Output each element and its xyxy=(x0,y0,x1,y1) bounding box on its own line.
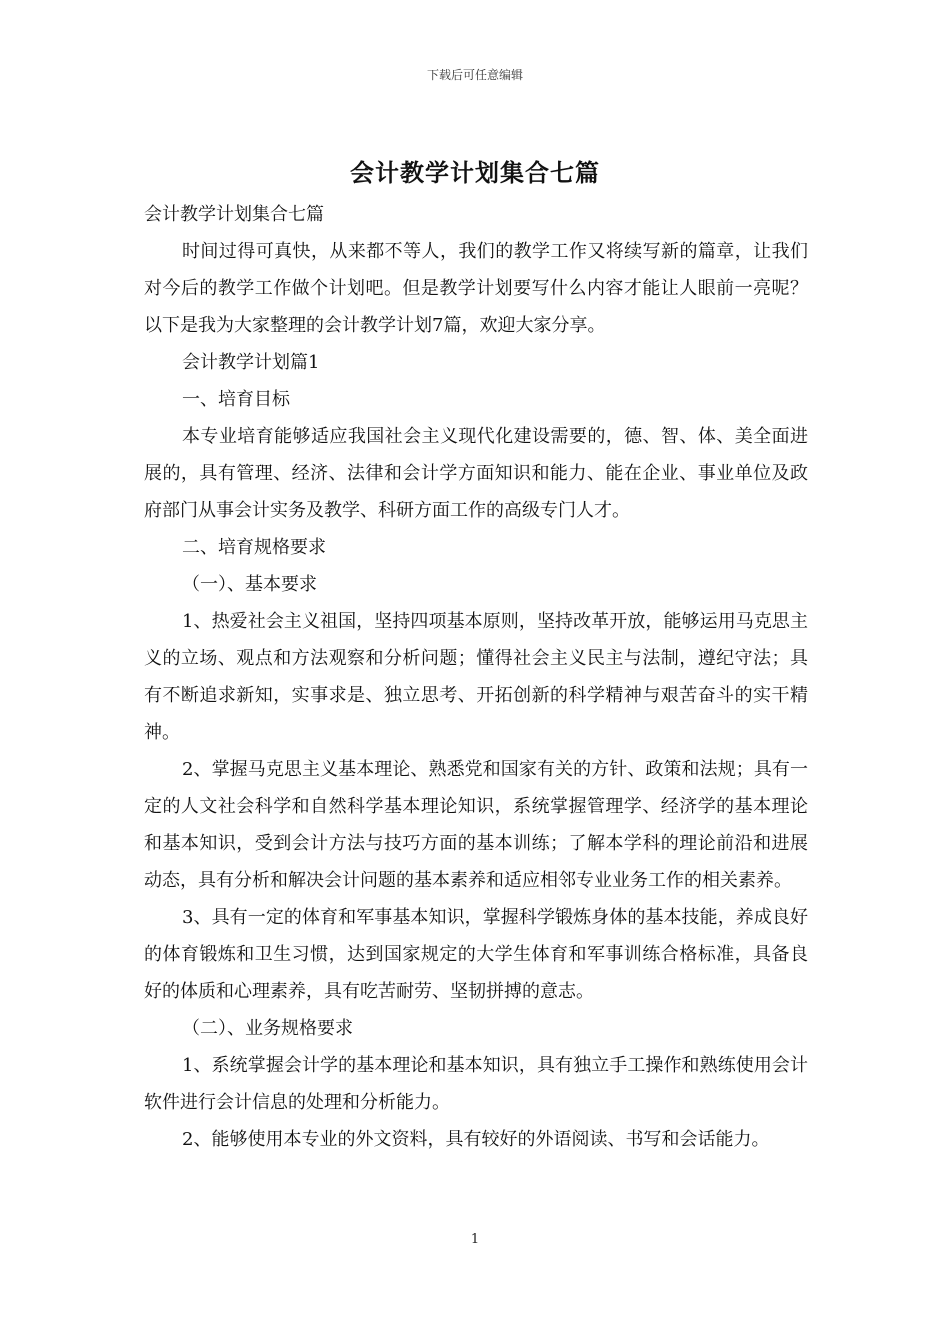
paragraph-subtitle: 会计教学计划集合七篇 xyxy=(144,204,324,225)
document-body xyxy=(144,196,808,1158)
paragraph-heading-requirements: 二、培育规格要求 xyxy=(182,537,326,558)
header-note: 下载后可任意编辑 xyxy=(426,68,523,82)
paragraph-heading-basic: （一）、基本要求 xyxy=(182,574,317,595)
document-title: 会计教学计划集合七篇 xyxy=(350,158,600,187)
paragraph-intro: 时间过得可真快，从来都不等人，我们的教学工作又将续写新的篇章，让我们对今后的教学工作做个计划吧。但是教学计划要写什么内容才能让人眼前一亮呢？以下是我为大家整理的会计教学计划7篇，欢迎大家分享。 xyxy=(144,241,808,336)
paragraph-business-1: 1、系统掌握会计学的基本理论和基本知识，具有独立手工操作和熟练使用会计软件进行会计信息的处理和分析能力。 xyxy=(144,1055,808,1113)
paragraph-section-heading: 会计教学计划篇1 xyxy=(182,352,320,373)
page-number: 1 xyxy=(470,1232,480,1247)
paragraph-business-2: 2、能够使用本专业的外文资料，具有较好的外语阅读、书写和会话能力。 xyxy=(182,1129,770,1150)
paragraph-basic-2: 2、掌握马克思主义基本理论、熟悉党和国家有关的方针、政策和法规；具有一定的人文社会科学和自然科学基本理论知识，系统掌握管理学、经济学的基本理论和基本知识，受到会计方法与技巧方面的基本训练；了解本学科的理论前沿和进展动态，具有分析和解决会计问题的基本素养和适应相邻专业业务工作的相关素养。 xyxy=(144,759,808,891)
paragraph-basic-3: 3、具有一定的体育和军事基本知识，掌握科学锻炼身体的基本技能，养成良好的体育锻炼和卫生习惯，达到国家规定的大学生体育和军事训练合格标准，具备良好的体质和心理素养，具有吃苦耐劳、坚韧拼搏的意志。 xyxy=(144,907,808,1002)
paragraph-heading-goal: 一、培育目标 xyxy=(182,389,290,410)
paragraph-goal-body: 本专业培育能够适应我国社会主义现代化建设需要的，德、智、体、美全面进展的，具有管理、经济、法律和会计学方面知识和能力、能在企业、事业单位及政府部门从事会计实务及教学、科研方面工作的高级专门人才。 xyxy=(144,426,808,521)
paragraph-heading-business: （二）、业务规格要求 xyxy=(182,1018,353,1039)
paragraph-basic-1: 1、热爱社会主义祖国，坚持四项基本原则，坚持改革开放，能够运用马克思主义的立场、观点和方法观察和分析问题；懂得社会主义民主与法制，遵纪守法；具有不断追求新知，实事求是、独立思考、开拓创新的科学精神与艰苦奋斗的实干精神。 xyxy=(144,611,808,743)
